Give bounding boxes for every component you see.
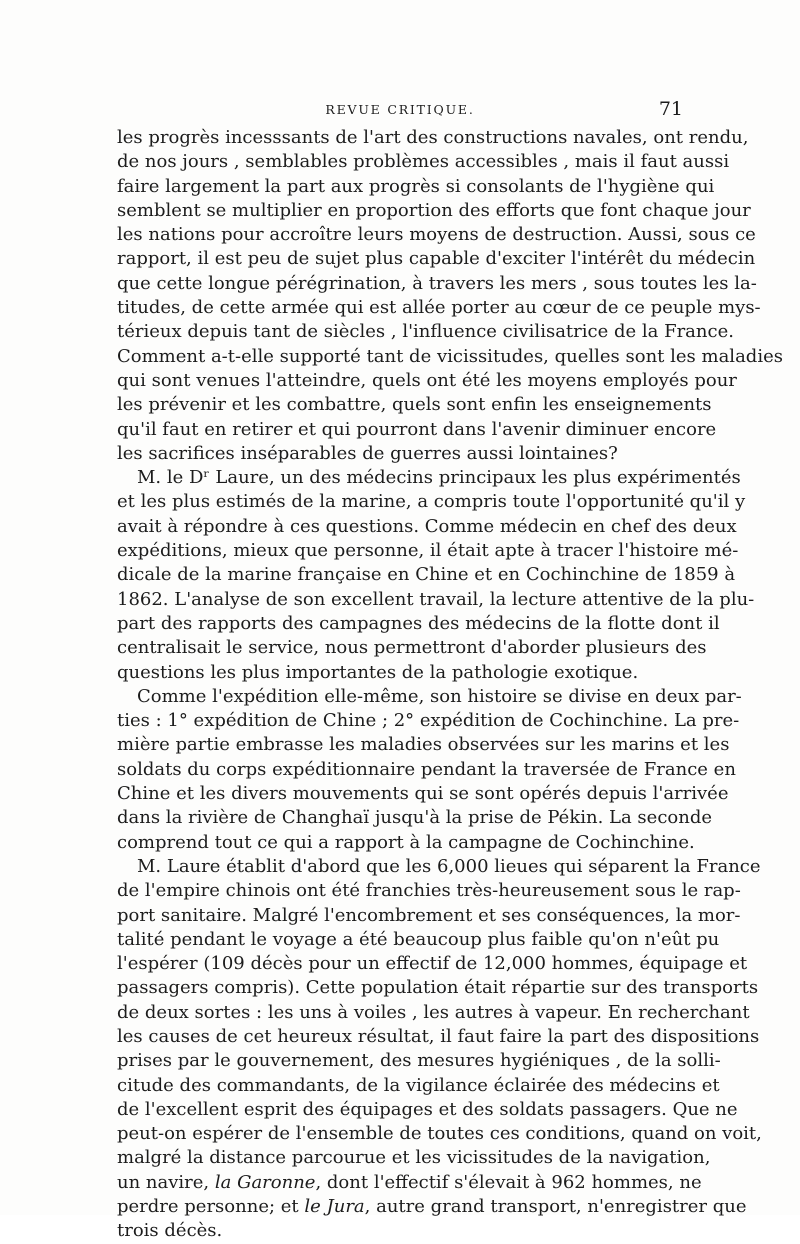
text-line: qui sont venues l'atteindre, quels ont été les moyens employés pour <box>117 369 737 391</box>
text-line: qu'il faut en retirer et qui pourront dans l'avenir diminuer encore <box>117 418 717 440</box>
text-line: semblent se multiplier en proportion des efforts que font chaque jour <box>117 199 751 221</box>
text-line: Comme l'expédition elle-même, son histoire se divise en deux par- <box>137 685 742 707</box>
text-line: de deux sortes : les uns à voiles , les autres à vapeur. En recherchant <box>117 1001 750 1023</box>
text-line: part des rapports des campagnes des médecins de la flotte dont il <box>117 612 720 634</box>
text-line: prises par le gouvernement, des mesures hygiéniques , de la solli- <box>117 1050 721 1072</box>
text-line: soldats du corps expéditionnaire pendant la traversée de France en <box>117 758 736 780</box>
page-number: 71 <box>658 98 683 120</box>
text-line: questions les plus importantes de la pathologie exotique. <box>117 661 639 683</box>
ship-name: la Garonne <box>214 1171 316 1193</box>
text-line: mière partie embrasse les maladies observées sur les marins et les <box>117 734 730 756</box>
text-line: centralisait le service, nous permettront d'aborder plusieurs des <box>117 637 707 659</box>
text-line: les prévenir et les combattre, quels sont enfin les enseignements <box>117 394 712 416</box>
text-line: les nations pour accroître leurs moyens de destruction. Aussi, sous ce <box>117 224 756 246</box>
text-line: M. le Dʳ Laure, un des médecins principaux les plus expérimentés <box>137 467 741 489</box>
text-line: avait à répondre à ces questions. Comme médecin en chef des deux <box>117 515 737 537</box>
text-line: Chine et les divers mouvements qui se sont opérés depuis l'arrivée <box>117 783 729 805</box>
text-line: citude des commandants, de la vigilance éclairée des médecins et <box>117 1074 720 1096</box>
text-line: passagers compris). Cette population était répartie sur des transports <box>117 977 759 999</box>
text-line: expéditions, mieux que personne, il était apte à tracer l'histoire mé- <box>117 540 739 562</box>
text-line: que cette longue pérégrination, à travers les mers , sous toutes les la- <box>117 272 757 294</box>
text-line: dans la rivière de Changhaï jusqu'à la prise de Pékin. La seconde <box>117 807 713 829</box>
text-line: dicale de la marine française en Chine et en Cochinchine de 1859 à <box>117 564 736 586</box>
text-line-with-italic <box>117 1171 702 1195</box>
text-fragment: perdre personne; et <box>117 1196 305 1218</box>
text-line: peut-on espérer de l'ensemble de toutes ces conditions, quand on voit, <box>117 1123 762 1145</box>
text-line: faire largement la part aux progrès si consolants de l'hygiène qui <box>117 175 715 197</box>
text-line: comprend tout ce qui a rapport à la campagne de Cochinchine. <box>117 831 695 853</box>
text-line: M. Laure établit d'abord que les 6,000 lieues qui séparent la France <box>137 855 761 877</box>
text-line: de l'empire chinois ont été franchies très-heureusement sous le rap- <box>117 880 741 902</box>
text-line-with-italic <box>117 1195 747 1219</box>
text-line: ties : 1° expédition de Chine ; 2° expédition de Cochinchine. La pre- <box>117 710 740 732</box>
text-line: trois décès. <box>117 1220 223 1242</box>
text-line: les sacrifices inséparables de guerres aussi lointaines? <box>117 442 618 464</box>
text-line: les progrès incesssants de l'art des constructions navales, ont rendu, <box>117 127 749 148</box>
text-line: 1862. L'analyse de son excellent travail, la lecture attentive de la plu- <box>117 588 755 610</box>
text-fragment: , autre grand transport, n'enregistrer que <box>364 1196 747 1218</box>
text-line: les causes de cet heureux résultat, il faut faire la part des dispositions <box>117 1025 760 1047</box>
text-line: de l'excellent esprit des équipages et des soldats passagers. Que ne <box>117 1098 738 1120</box>
text-line: et les plus estimés de la marine, a compris toute l'opportunité qu'il y <box>117 491 746 513</box>
text-fragment: un navire, <box>117 1171 215 1193</box>
text-line: de nos jours , semblables problèmes accessibles , mais il faut aussi <box>117 151 730 173</box>
page-header <box>117 98 683 126</box>
text-line: titudes, de cette armée qui est allée porter au cœur de ce peuple mys- <box>117 297 761 319</box>
running-head: REVUE CRITIQUE. <box>325 102 475 117</box>
text-line: talité pendant le voyage a été beaucoup plus faible qu'on n'eût pu <box>117 928 720 950</box>
ship-name: le Jura <box>304 1196 365 1218</box>
text-line: l'espérer (109 décès pour un effectif de 12,000 hommes, équipage et <box>117 953 748 975</box>
text-line: rapport, il est peu de sujet plus capable d'exciter l'intérêt du médecin <box>117 248 756 270</box>
body-text <box>117 126 783 1244</box>
text-line: térieux depuis tant de siècles , l'influence civilisatrice de la France. <box>117 321 734 343</box>
text-line: malgré la distance parcourue et les vicissitudes de la navigation, <box>117 1147 711 1169</box>
text-line: port sanitaire. Malgré l'encombrement et ses conséquences, la mor- <box>117 904 741 926</box>
text-line: Comment a-t-elle supporté tant de vicissitudes, quelles sont les maladies <box>117 345 783 367</box>
text-fragment: , dont l'effectif s'élevait à 962 hommes, ne <box>315 1171 702 1193</box>
